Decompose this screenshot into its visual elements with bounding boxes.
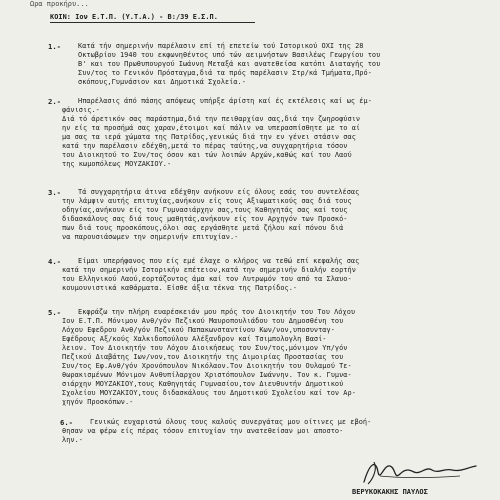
- paragraph-line: κατά την παρέλασιν εδέχθη,μετά το πέρας ταύτης,να συγχαρητήρια τόσον: [62, 142, 348, 150]
- paragraph-line: σιάρχην ΜΟΥΖΑΚΙΟΥ,τους Καθηγητάς Γυμνασίου,τον Διευθυντήν Δημοτικού: [62, 380, 344, 388]
- paragraph-line: την λάμψιν αυτής επιτυχίας,ανήκουν είς τους Αξιωματικούς σας διά τους: [62, 197, 352, 205]
- paragraph-line: μα σας τα ιερά χώματα της Πατρίδος,γενικώς διά την εν γένει στάσιν σας: [62, 133, 356, 141]
- paragraph-line: λην.-: [62, 436, 83, 444]
- paragraph-line: θησαν να φέρω είς πέρας τόσον επιτυχίαν την ανατεθείσαν μοι αποστο-: [62, 427, 344, 435]
- paragraph-line: Ηπαρέλασις άπό πάσης απόψεως υπήρξε άρίστη καί ές εκτέλεσις καί ως έμ-: [78, 97, 372, 105]
- paragraph-line: θωρακισμένων Μόνιμον Ανθυπίλαρχον Χριστόπουλον Ιωάννην. Τον κ. Γυμνα-: [62, 371, 352, 379]
- paragraph-line: Εφέδρους Αξ/κούς Χαλκιδοπούλου Αλέξανδρον καί Τσιμπολογλη Βασί-: [62, 335, 327, 343]
- paragraph-line: πων διά τους προσκόπους,όλοι σας εργάσθητε μετά ζήλου καί πόνου διά: [62, 224, 344, 232]
- paragraph-line: οδηγίας,ανήκουν είς τον Γυμνασιάρχην σας,τους Καθηγητάς σας καί τους: [62, 206, 348, 214]
- paragraph-line: Κατά τήν σημερινήν παρέλασιν επί τή επετείω τού Ιστορικού ΟΧΙ της 28: [78, 42, 364, 50]
- header-underline: [50, 22, 255, 23]
- paragraph-line: κατά την σημερινήν Ιστορικήν επέτειον,κατά την σημερινήν διαλήν εορτήν: [62, 266, 356, 274]
- paragraph-line: Πεζικού Διαβάτης Ιων/νον,τον Διοικητήν της Διμοιρίας Προστασίας του: [62, 353, 344, 361]
- paragraph-line: του Διοικητού το Συν/τος όσον και τών λοιπών Αρχών,καθώς καί του Λαού: [62, 151, 352, 159]
- paragraph-line: Β' και του Πρωθυπουργού Ιωάννη Μεταξά και ανατεθείσα κατόπι Διαταγής του: [78, 60, 381, 68]
- paragraph-line: κουμουνιστικά καθάρματα. Είσθε άξια τέκνα της Πατρίδος.-: [62, 284, 298, 292]
- distribution-header: ΚΟΙΝ: Ιον Ε.Τ.Π. (Υ.Τ.Α.) - Β:/39 Ε.Σ.Π.: [50, 13, 218, 21]
- top-fragment: Ωρα προκήρυ...: [30, 0, 89, 8]
- paragraph-line: Λόχου Εφεδρου Ανθ/γόν Πεζικού Παπακωνσταντίνου Κων/νον,υποσυνταγ-: [62, 326, 335, 334]
- paragraph-line: να παρουσιάσωμεν την σημερινήν επιτυχίαν.-: [62, 233, 239, 241]
- paragraph-line: Διά τό άρετικόν σας παράστημα,διά την πειθαρχίαν σας,διά την ζωηροφύσιν: [62, 115, 361, 123]
- paragraph-number: 3.-: [48, 188, 61, 197]
- paragraph-line: Τά συγχαρητήρια άτινα εδέχθην ανήκουν είς όλους εσάς του συντελέσας: [78, 188, 360, 196]
- paragraph-line: φάνισις.-: [62, 106, 100, 114]
- paragraph-number: 1.-: [48, 42, 61, 51]
- paragraph-line: λειον. Τον Διοικητήν του Λόχου Διοικήσεως του Συν/τος,μόνιμον Υπ/γόν: [62, 344, 348, 352]
- paragraph-number: 4.-: [48, 257, 61, 266]
- paragraph-line: Συν/τος Εφ.Ανθ/γόν Χρονόπουλον Νικόλαον.Τον Διοικητήν του Ουλαμού Τε-: [62, 362, 352, 370]
- paragraph-line: του Ελληνικού Λαού,εορτάζοντος άμα καί τον Λυτρωμόν του από τα Σλαυο-: [62, 275, 352, 283]
- paragraph-line: Είμαι υπερήφανος που είς εμέ έλαχε ο κλήρος να τεθώ επί κεφαλής σας: [78, 257, 360, 265]
- paragraph-line: της κωμοπόλεως ΜΟΥΖΑΚΙΟΥ.-: [62, 160, 172, 168]
- signature-name: ΒΕΡΥΚΟΚΑΚΗΣ ΠΑΥΛΟΣ: [352, 488, 428, 496]
- paragraph-line: χηγόν Προσκόπων.-: [62, 398, 134, 406]
- paragraph-number: 2.-: [48, 97, 61, 106]
- paragraph-line: σκόπους,Γυμνάσιον και Δημοτικά Σχολεία.-: [78, 78, 246, 86]
- paragraph-line: Εκφράζω την πλήρη ευαρέσκειάν μου πρός τον Διοικητήν του Του Λόχου: [78, 308, 356, 316]
- handwritten-signature: [360, 458, 480, 486]
- paragraph-line: Σχολείου ΜΟΥΖΑΚΙΟΥ,τους διδασκάλους του Δημοτικού Σχολείου καί τον Αρ-: [62, 389, 356, 397]
- paragraph-number: 5.-: [48, 308, 61, 317]
- paragraph-line: Οκτωβρίου 1940 του εκφωνηθέντος υπό τών αειμνήστων Βασιλέως Γεωργίου του: [78, 51, 381, 59]
- paragraph-line: Συν/τος το Γενικόν Πρόσταγμα,διά τα πρός παρέλασιν Στρ/κά Τμήματα,Πρό-: [78, 69, 372, 77]
- paragraph-line: Ιον Ε.Τ.Π. Μόνιμον Ανθ/γόν Πεζικού Μαυροπουλιάδου του Δημοσθένη του: [62, 317, 344, 325]
- paragraph-number: 6.-: [60, 418, 73, 427]
- paragraph-line: ην είς τα προσήμά σας χαραν,έτοιμοι καί πάλιν να υπερασπίσθητε με το αί: [62, 124, 361, 132]
- paragraph-line: Γενικώς ευχαριστώ όλους τους καλούς συνεργάτας μου οίτινες με εβοή-: [90, 418, 372, 426]
- paragraph-line: διδασκάλους σας διά τους μαθητάς,ανήκουν είς τον Αρχηγόν των Προσκό-: [62, 215, 348, 223]
